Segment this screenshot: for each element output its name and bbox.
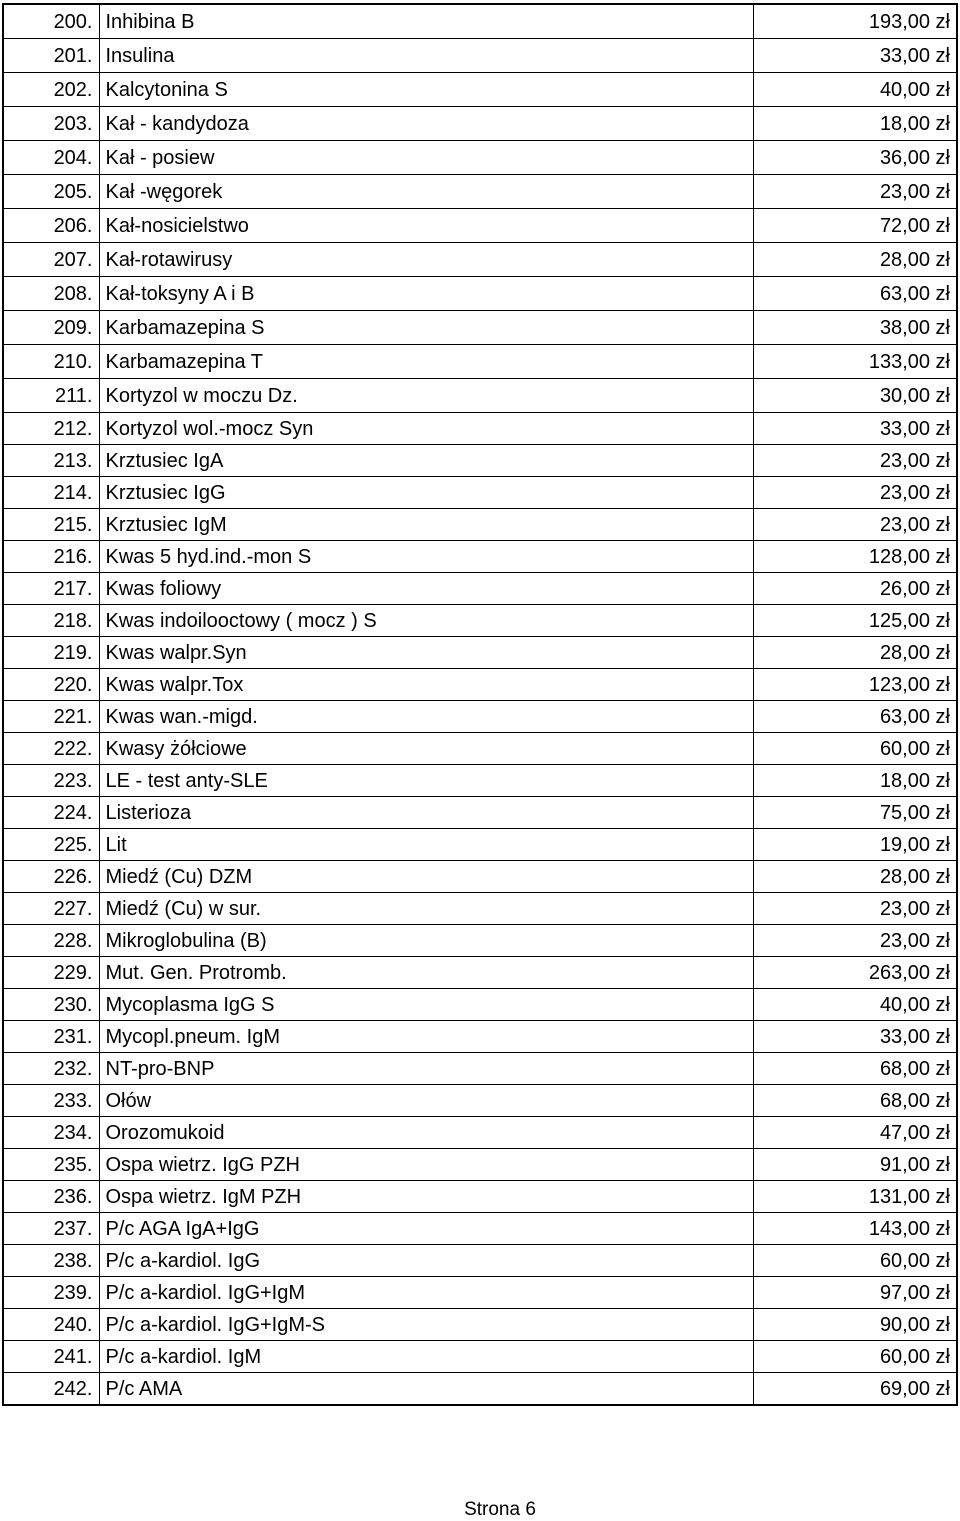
table-row bbox=[3, 1245, 957, 1277]
row-number: 235. bbox=[3, 1149, 99, 1181]
table-row bbox=[3, 1085, 957, 1117]
test-name: P/c AMA bbox=[99, 1373, 753, 1406]
test-price: 23,00 zł bbox=[753, 175, 957, 209]
test-name: Krztusiec IgA bbox=[99, 445, 753, 477]
test-price: 28,00 zł bbox=[753, 243, 957, 277]
test-name: Kał-rotawirusy bbox=[99, 243, 753, 277]
table-row bbox=[3, 379, 957, 413]
test-name: Mikroglobulina (B) bbox=[99, 925, 753, 957]
table-row bbox=[3, 637, 957, 669]
table-row bbox=[3, 605, 957, 637]
row-number: 226. bbox=[3, 861, 99, 893]
table-row bbox=[3, 141, 957, 175]
table-row bbox=[3, 39, 957, 73]
test-name: Kwas 5 hyd.ind.-mon S bbox=[99, 541, 753, 573]
table-row bbox=[3, 1277, 957, 1309]
test-price: 125,00 zł bbox=[753, 605, 957, 637]
row-number: 217. bbox=[3, 573, 99, 605]
row-number: 221. bbox=[3, 701, 99, 733]
table-row bbox=[3, 345, 957, 379]
test-name: Kał - kandydoza bbox=[99, 107, 753, 141]
table-row bbox=[3, 573, 957, 605]
test-name: P/c a-kardiol. IgG+IgM-S bbox=[99, 1309, 753, 1341]
row-number: 231. bbox=[3, 1021, 99, 1053]
row-number: 210. bbox=[3, 345, 99, 379]
test-price: 47,00 zł bbox=[753, 1117, 957, 1149]
row-number: 215. bbox=[3, 509, 99, 541]
row-number: 239. bbox=[3, 1277, 99, 1309]
test-name: Mut. Gen. Protromb. bbox=[99, 957, 753, 989]
row-number: 216. bbox=[3, 541, 99, 573]
test-price: 63,00 zł bbox=[753, 277, 957, 311]
table-row bbox=[3, 1021, 957, 1053]
test-price: 68,00 zł bbox=[753, 1085, 957, 1117]
row-number: 201. bbox=[3, 39, 99, 73]
row-number: 229. bbox=[3, 957, 99, 989]
test-name: LE - test anty-SLE bbox=[99, 765, 753, 797]
test-price: 143,00 zł bbox=[753, 1213, 957, 1245]
test-name: Inhibina B bbox=[99, 4, 753, 39]
table-row bbox=[3, 311, 957, 345]
table-row bbox=[3, 1149, 957, 1181]
test-name: Miedź (Cu) w sur. bbox=[99, 893, 753, 925]
test-name: P/c a-kardiol. IgG bbox=[99, 1245, 753, 1277]
row-number: 240. bbox=[3, 1309, 99, 1341]
row-number: 232. bbox=[3, 1053, 99, 1085]
test-price: 23,00 zł bbox=[753, 477, 957, 509]
table-row bbox=[3, 175, 957, 209]
test-name: Miedź (Cu) DZM bbox=[99, 861, 753, 893]
test-name: Kał-toksyny A i B bbox=[99, 277, 753, 311]
row-number: 205. bbox=[3, 175, 99, 209]
test-price: 38,00 zł bbox=[753, 311, 957, 345]
test-name: Kalcytonina S bbox=[99, 73, 753, 107]
test-price: 28,00 zł bbox=[753, 861, 957, 893]
test-price: 123,00 zł bbox=[753, 669, 957, 701]
price-list-table bbox=[2, 3, 958, 1406]
test-price: 68,00 zł bbox=[753, 1053, 957, 1085]
table-row bbox=[3, 797, 957, 829]
row-number: 212. bbox=[3, 413, 99, 445]
test-name: Kał -węgorek bbox=[99, 175, 753, 209]
row-number: 238. bbox=[3, 1245, 99, 1277]
table-row bbox=[3, 4, 957, 39]
test-price: 60,00 zł bbox=[753, 1245, 957, 1277]
row-number: 218. bbox=[3, 605, 99, 637]
row-number: 214. bbox=[3, 477, 99, 509]
test-name: Kwas wan.-migd. bbox=[99, 701, 753, 733]
row-number: 223. bbox=[3, 765, 99, 797]
table-row bbox=[3, 1053, 957, 1085]
table-row bbox=[3, 893, 957, 925]
test-name: Insulina bbox=[99, 39, 753, 73]
test-price: 30,00 zł bbox=[753, 379, 957, 413]
table-row bbox=[3, 957, 957, 989]
row-number: 209. bbox=[3, 311, 99, 345]
test-price: 60,00 zł bbox=[753, 1341, 957, 1373]
row-number: 213. bbox=[3, 445, 99, 477]
table-row bbox=[3, 829, 957, 861]
test-name: Kortyzol wol.-mocz Syn bbox=[99, 413, 753, 445]
row-number: 230. bbox=[3, 989, 99, 1021]
table-row bbox=[3, 925, 957, 957]
table-row bbox=[3, 1181, 957, 1213]
test-price: 33,00 zł bbox=[753, 413, 957, 445]
test-price: 40,00 zł bbox=[753, 73, 957, 107]
table-row bbox=[3, 413, 957, 445]
test-name: Karbamazepina T bbox=[99, 345, 753, 379]
row-number: 208. bbox=[3, 277, 99, 311]
test-name: P/c AGA IgA+IgG bbox=[99, 1213, 753, 1245]
test-name: Ołów bbox=[99, 1085, 753, 1117]
test-name: Lit bbox=[99, 829, 753, 861]
table-row bbox=[3, 989, 957, 1021]
test-name: Listerioza bbox=[99, 797, 753, 829]
test-price: 33,00 zł bbox=[753, 39, 957, 73]
test-price: 131,00 zł bbox=[753, 1181, 957, 1213]
test-name: Mycoplasma IgG S bbox=[99, 989, 753, 1021]
table-row bbox=[3, 477, 957, 509]
row-number: 233. bbox=[3, 1085, 99, 1117]
row-number: 242. bbox=[3, 1373, 99, 1406]
test-price: 90,00 zł bbox=[753, 1309, 957, 1341]
row-number: 207. bbox=[3, 243, 99, 277]
test-price: 193,00 zł bbox=[753, 4, 957, 39]
test-name: Ospa wietrz. IgG PZH bbox=[99, 1149, 753, 1181]
test-name: Mycopl.pneum. IgM bbox=[99, 1021, 753, 1053]
test-name: Kwas foliowy bbox=[99, 573, 753, 605]
table-row bbox=[3, 1341, 957, 1373]
row-number: 206. bbox=[3, 209, 99, 243]
table-row bbox=[3, 277, 957, 311]
row-number: 204. bbox=[3, 141, 99, 175]
test-name: P/c a-kardiol. IgM bbox=[99, 1341, 753, 1373]
row-number: 228. bbox=[3, 925, 99, 957]
table-row bbox=[3, 669, 957, 701]
row-number: 234. bbox=[3, 1117, 99, 1149]
table-row bbox=[3, 1373, 957, 1406]
test-price: 128,00 zł bbox=[753, 541, 957, 573]
table-row bbox=[3, 541, 957, 573]
table-row bbox=[3, 861, 957, 893]
test-name: NT-pro-BNP bbox=[99, 1053, 753, 1085]
test-price: 18,00 zł bbox=[753, 107, 957, 141]
test-name: Orozomukoid bbox=[99, 1117, 753, 1149]
table-row bbox=[3, 765, 957, 797]
table-row bbox=[3, 445, 957, 477]
row-number: 202. bbox=[3, 73, 99, 107]
test-price: 36,00 zł bbox=[753, 141, 957, 175]
test-name: Kwas indoilooctowy ( mocz ) S bbox=[99, 605, 753, 637]
test-price: 23,00 zł bbox=[753, 893, 957, 925]
row-number: 225. bbox=[3, 829, 99, 861]
test-price: 72,00 zł bbox=[753, 209, 957, 243]
test-price: 75,00 zł bbox=[753, 797, 957, 829]
table-row bbox=[3, 509, 957, 541]
test-name: Kortyzol w moczu Dz. bbox=[99, 379, 753, 413]
test-price: 263,00 zł bbox=[753, 957, 957, 989]
test-name: Kał - posiew bbox=[99, 141, 753, 175]
test-name: Kał-nosicielstwo bbox=[99, 209, 753, 243]
row-number: 227. bbox=[3, 893, 99, 925]
row-number: 236. bbox=[3, 1181, 99, 1213]
row-number: 237. bbox=[3, 1213, 99, 1245]
row-number: 211. bbox=[3, 379, 99, 413]
table-row bbox=[3, 1213, 957, 1245]
table-row bbox=[3, 73, 957, 107]
test-price: 60,00 zł bbox=[753, 733, 957, 765]
test-price: 69,00 zł bbox=[753, 1373, 957, 1406]
row-number: 220. bbox=[3, 669, 99, 701]
test-name: Kwasy żółciowe bbox=[99, 733, 753, 765]
table-row bbox=[3, 1309, 957, 1341]
test-price: 18,00 zł bbox=[753, 765, 957, 797]
test-name: Kwas walpr.Syn bbox=[99, 637, 753, 669]
table-row bbox=[3, 107, 957, 141]
test-price: 28,00 zł bbox=[753, 637, 957, 669]
table-row bbox=[3, 243, 957, 277]
test-name: Karbamazepina S bbox=[99, 311, 753, 345]
table-row bbox=[3, 209, 957, 243]
test-price: 23,00 zł bbox=[753, 925, 957, 957]
test-name: Kwas walpr.Tox bbox=[99, 669, 753, 701]
test-name: P/c a-kardiol. IgG+IgM bbox=[99, 1277, 753, 1309]
test-price: 133,00 zł bbox=[753, 345, 957, 379]
test-price: 97,00 zł bbox=[753, 1277, 957, 1309]
test-price: 40,00 zł bbox=[753, 989, 957, 1021]
table-row bbox=[3, 733, 957, 765]
table-row bbox=[3, 701, 957, 733]
row-number: 200. bbox=[3, 4, 99, 39]
price-list-body bbox=[3, 4, 957, 1405]
table-row bbox=[3, 1117, 957, 1149]
test-price: 33,00 zł bbox=[753, 1021, 957, 1053]
test-price: 26,00 zł bbox=[753, 573, 957, 605]
page-number-footer: Strona 6 bbox=[464, 1499, 536, 1520]
row-number: 241. bbox=[3, 1341, 99, 1373]
row-number: 203. bbox=[3, 107, 99, 141]
test-price: 19,00 zł bbox=[753, 829, 957, 861]
test-name: Ospa wietrz. IgM PZH bbox=[99, 1181, 753, 1213]
test-price: 91,00 zł bbox=[753, 1149, 957, 1181]
test-name: Krztusiec IgM bbox=[99, 509, 753, 541]
test-price: 23,00 zł bbox=[753, 509, 957, 541]
test-price: 23,00 zł bbox=[753, 445, 957, 477]
row-number: 219. bbox=[3, 637, 99, 669]
row-number: 222. bbox=[3, 733, 99, 765]
test-price: 63,00 zł bbox=[753, 701, 957, 733]
row-number: 224. bbox=[3, 797, 99, 829]
test-name: Krztusiec IgG bbox=[99, 477, 753, 509]
